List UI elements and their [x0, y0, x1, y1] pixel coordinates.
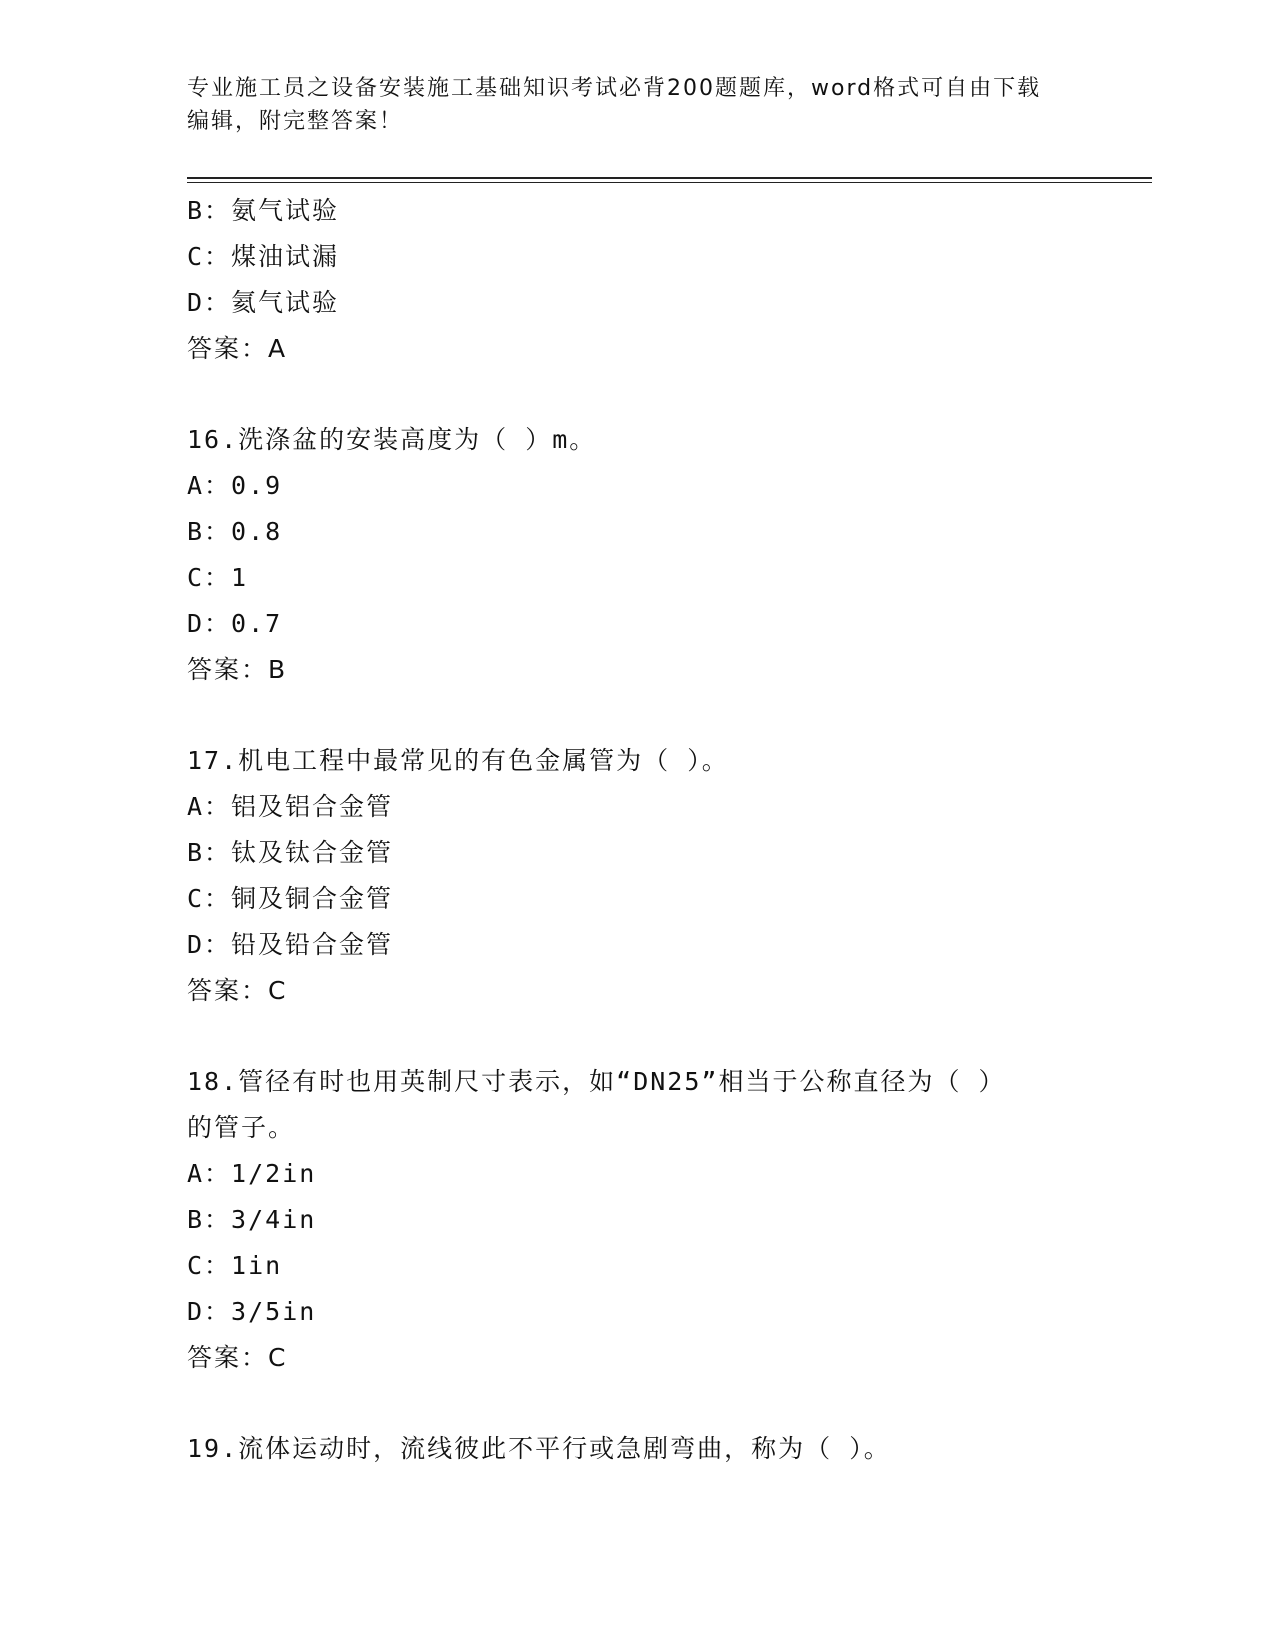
- option-b: B：0.8: [187, 517, 283, 546]
- question-18: [187, 1059, 1087, 1381]
- spacer: [187, 372, 1087, 417]
- option-d: D：3/5in: [187, 1297, 317, 1326]
- option-c: C：1in: [187, 1251, 283, 1280]
- option-a: A：1/2in: [187, 1159, 317, 1188]
- spacer: [187, 1381, 1087, 1426]
- question-text: 19.流体运动时，流线彼此不平行或急剧弯曲，称为（ ）。: [187, 1434, 891, 1463]
- option-a: A：0.9: [187, 471, 283, 500]
- question-19: [187, 1426, 1087, 1472]
- header-title-line1: 专业施工员之设备安装施工基础知识考试必背200题题库，word格式可自由下载: [187, 76, 1042, 101]
- option-c: C：铜及铜合金管: [187, 884, 394, 913]
- question-text: 17.机电工程中最常见的有色金属管为（ ）。: [187, 746, 729, 775]
- answer: 答案：A: [187, 334, 288, 363]
- question-15: [187, 188, 1087, 372]
- spacer: [187, 1014, 1087, 1059]
- option-b: B：氨气试验: [187, 196, 340, 225]
- spacer: [187, 693, 1087, 738]
- question-list: [187, 188, 1087, 1472]
- option-d: D：氦气试验: [187, 288, 340, 317]
- option-c: C：1: [187, 563, 249, 592]
- option-d: D：0.7: [187, 609, 283, 638]
- option-b: B：3/4in: [187, 1205, 317, 1234]
- document-header: [187, 72, 1087, 138]
- answer: 答案：B: [187, 655, 288, 684]
- option-a: A：铝及铝合金管: [187, 792, 394, 821]
- header-title-line2: 编辑，附完整答案！: [187, 109, 404, 134]
- option-c: C：煤油试漏: [187, 242, 340, 271]
- question-text: 16.洗涤盆的安装高度为（ ）m。: [187, 425, 597, 454]
- answer: 答案：C: [187, 1343, 288, 1372]
- header-divider: [187, 177, 1152, 183]
- answer: 答案：C: [187, 976, 288, 1005]
- option-b: B：钛及钛合金管: [187, 838, 394, 867]
- question-text-line1: 18.管径有时也用英制尺寸表示，如“DN25”相当于公称直径为（ ）: [187, 1067, 1006, 1096]
- option-d: D：铅及铅合金管: [187, 930, 394, 959]
- question-16: [187, 417, 1087, 693]
- question-17: [187, 738, 1087, 1014]
- question-text-line2: 的管子。: [187, 1113, 296, 1142]
